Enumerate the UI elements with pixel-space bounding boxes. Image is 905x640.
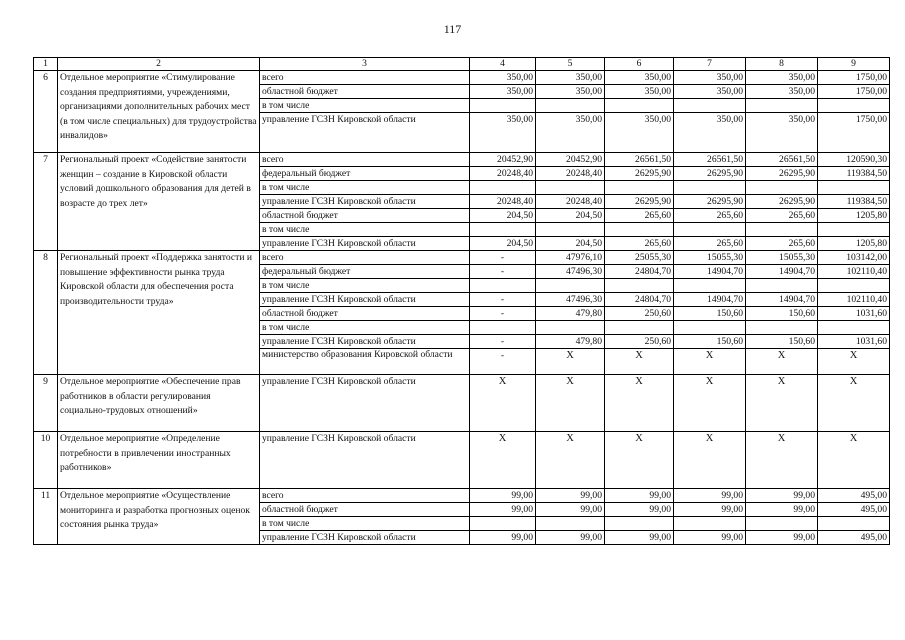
amount-cell: 350,00 [746, 85, 818, 99]
amount-cell [605, 279, 674, 293]
amount-cell [818, 223, 890, 237]
funding-source: управление ГСЗН Кировской области [260, 531, 470, 545]
amount-cell [746, 279, 818, 293]
amount-cell [470, 321, 536, 335]
budget-table [33, 57, 890, 545]
amount-cell: 150,60 [674, 335, 746, 349]
amount-cell: 150,60 [746, 335, 818, 349]
amount-cell: 1205,80 [818, 209, 890, 223]
amount-cell: 350,00 [605, 113, 674, 153]
amount-cell: 99,00 [470, 489, 536, 503]
amount-cell: 204,50 [536, 237, 605, 251]
amount-cell: 99,00 [746, 531, 818, 545]
amount-cell: X [470, 375, 536, 432]
amount-cell: 14904,70 [746, 293, 818, 307]
amount-cell [746, 321, 818, 335]
amount-cell [818, 517, 890, 531]
amount-cell: - [470, 307, 536, 321]
amount-cell: 350,00 [470, 71, 536, 85]
page-number: 117 [443, 22, 462, 36]
amount-cell: 26295,90 [674, 167, 746, 181]
funding-source: всего [260, 71, 470, 85]
column-header: 9 [818, 58, 890, 71]
amount-cell [470, 99, 536, 113]
amount-cell: X [746, 349, 818, 375]
measure-name: Отдельное мероприятие «Стимулирование создания предприятиями, учреждениями, организациями дополнительных рабочих мест (в том числе специальных) для трудоустройства инвалидов» [58, 71, 260, 153]
amount-cell [674, 279, 746, 293]
funding-source: в том числе [260, 181, 470, 195]
amount-cell: 14904,70 [674, 265, 746, 279]
amount-cell: - [470, 251, 536, 265]
amount-cell [674, 99, 746, 113]
funding-source: министерство образования Кировской области [260, 349, 470, 375]
measure-name: Отдельное мероприятие «Определение потребности в привлечении иностранных работников» [58, 432, 260, 489]
amount-cell: 119384,50 [818, 195, 890, 209]
row-number: 7 [34, 153, 58, 251]
amount-cell: 99,00 [674, 503, 746, 517]
table-row [34, 489, 890, 503]
amount-cell [605, 223, 674, 237]
funding-source: управление ГСЗН Кировской области [260, 293, 470, 307]
funding-source: всего [260, 251, 470, 265]
amount-cell [470, 223, 536, 237]
amount-cell [536, 181, 605, 195]
amount-cell [674, 223, 746, 237]
funding-source: областной бюджет [260, 503, 470, 517]
amount-cell: X [536, 432, 605, 489]
amount-cell: 99,00 [605, 531, 674, 545]
amount-cell: 1750,00 [818, 113, 890, 153]
funding-source: федеральный бюджет [260, 265, 470, 279]
amount-cell: 20248,40 [536, 195, 605, 209]
funding-source: областной бюджет [260, 209, 470, 223]
amount-cell: 20248,40 [470, 195, 536, 209]
amount-cell [536, 99, 605, 113]
amount-cell: 99,00 [674, 531, 746, 545]
amount-cell: X [674, 432, 746, 489]
amount-cell: 265,60 [674, 209, 746, 223]
amount-cell: 204,50 [470, 237, 536, 251]
column-header: 4 [470, 58, 536, 71]
amount-cell: 1750,00 [818, 85, 890, 99]
amount-cell [470, 181, 536, 195]
funding-source: в том числе [260, 279, 470, 293]
amount-cell: 103142,00 [818, 251, 890, 265]
amount-cell: 250,60 [605, 335, 674, 349]
amount-cell [746, 181, 818, 195]
amount-cell: 350,00 [536, 113, 605, 153]
funding-source: управление ГСЗН Кировской области [260, 237, 470, 251]
amount-cell: 99,00 [470, 503, 536, 517]
amount-cell: X [674, 375, 746, 432]
amount-cell [536, 279, 605, 293]
amount-cell: 47976,10 [536, 251, 605, 265]
amount-cell: 26561,50 [605, 153, 674, 167]
amount-cell [818, 99, 890, 113]
amount-cell: 350,00 [674, 85, 746, 99]
funding-source: федеральный бюджет [260, 167, 470, 181]
column-header: 8 [746, 58, 818, 71]
amount-cell [470, 517, 536, 531]
table-header-row [34, 58, 890, 71]
funding-source: управление ГСЗН Кировской области [260, 335, 470, 349]
row-number: 10 [34, 432, 58, 489]
funding-source: всего [260, 153, 470, 167]
amount-cell [818, 279, 890, 293]
amount-cell: 265,60 [605, 237, 674, 251]
column-header: 5 [536, 58, 605, 71]
measure-name: Региональный проект «Содействие занятости женщин – создание в Кировской области условий дошкольного образования для детей в возрасте до трех лет» [58, 153, 260, 251]
amount-cell: 350,00 [674, 113, 746, 153]
amount-cell [536, 517, 605, 531]
amount-cell: X [674, 349, 746, 375]
funding-source: управление ГСЗН Кировской области [260, 375, 470, 432]
amount-cell: 99,00 [746, 489, 818, 503]
amount-cell [674, 321, 746, 335]
amount-cell: - [470, 349, 536, 375]
amount-cell [746, 517, 818, 531]
amount-cell: 265,60 [674, 237, 746, 251]
amount-cell: 495,00 [818, 489, 890, 503]
funding-source: управление ГСЗН Кировской области [260, 195, 470, 209]
amount-cell: 20452,90 [470, 153, 536, 167]
amount-cell: - [470, 265, 536, 279]
amount-cell: 350,00 [746, 71, 818, 85]
amount-cell: 20248,40 [536, 167, 605, 181]
funding-source: управление ГСЗН Кировской области [260, 113, 470, 153]
measure-name: Региональный проект «Поддержка занятости и повышение эффективности рынка труда Кировской области для обеспечения роста производительности труда» [58, 251, 260, 375]
row-number: 6 [34, 71, 58, 153]
amount-cell: 14904,70 [674, 293, 746, 307]
amount-cell: 99,00 [605, 503, 674, 517]
amount-cell: 120590,30 [818, 153, 890, 167]
amount-cell: 1205,80 [818, 237, 890, 251]
amount-cell: 25055,30 [605, 251, 674, 265]
amount-cell: 495,00 [818, 503, 890, 517]
amount-cell: 265,60 [746, 209, 818, 223]
amount-cell [470, 279, 536, 293]
funding-source: областной бюджет [260, 85, 470, 99]
amount-cell [605, 321, 674, 335]
funding-source: управление ГСЗН Кировской области [260, 432, 470, 489]
amount-cell: 350,00 [470, 85, 536, 99]
amount-cell: X [470, 432, 536, 489]
row-number: 8 [34, 251, 58, 375]
amount-cell: 350,00 [470, 113, 536, 153]
amount-cell: 102110,40 [818, 265, 890, 279]
amount-cell: 150,60 [746, 307, 818, 321]
amount-cell: 47496,30 [536, 265, 605, 279]
amount-cell: X [818, 375, 890, 432]
amount-cell: 150,60 [674, 307, 746, 321]
amount-cell: 26295,90 [674, 195, 746, 209]
amount-cell: 14904,70 [746, 265, 818, 279]
amount-cell: 26295,90 [746, 195, 818, 209]
amount-cell: 350,00 [536, 85, 605, 99]
amount-cell: 26295,90 [605, 167, 674, 181]
amount-cell: 99,00 [536, 503, 605, 517]
amount-cell: 495,00 [818, 531, 890, 545]
amount-cell: 15055,30 [674, 251, 746, 265]
amount-cell: X [536, 375, 605, 432]
amount-cell: 250,60 [605, 307, 674, 321]
funding-source: всего [260, 489, 470, 503]
table-row [34, 153, 890, 167]
table-row [34, 71, 890, 85]
amount-cell: 26295,90 [746, 167, 818, 181]
amount-cell [605, 181, 674, 195]
measure-name: Отдельное мероприятие «Осуществление мониторинга и разработка прогнозных оценок состояния рынка труда» [58, 489, 260, 545]
funding-source: в том числе [260, 321, 470, 335]
amount-cell: 20452,90 [536, 153, 605, 167]
amount-cell: - [470, 293, 536, 307]
measure-name: Отдельное мероприятие «Обеспечение прав работников в области регулирования социально-трудовых отношений» [58, 375, 260, 432]
amount-cell [605, 517, 674, 531]
column-header: 1 [34, 58, 58, 71]
funding-source: в том числе [260, 517, 470, 531]
amount-cell: 102110,40 [818, 293, 890, 307]
amount-cell: 24804,70 [605, 265, 674, 279]
amount-cell: X [818, 349, 890, 375]
amount-cell: X [746, 432, 818, 489]
column-header: 6 [605, 58, 674, 71]
amount-cell: 26561,50 [674, 153, 746, 167]
amount-cell: 204,50 [536, 209, 605, 223]
amount-cell: 99,00 [605, 489, 674, 503]
amount-cell [746, 223, 818, 237]
amount-cell: 99,00 [470, 531, 536, 545]
amount-cell [818, 181, 890, 195]
amount-cell: 99,00 [536, 489, 605, 503]
amount-cell: 350,00 [605, 85, 674, 99]
amount-cell: 119384,50 [818, 167, 890, 181]
amount-cell: - [470, 335, 536, 349]
amount-cell: 479,80 [536, 307, 605, 321]
amount-cell: 350,00 [746, 113, 818, 153]
amount-cell: 15055,30 [746, 251, 818, 265]
amount-cell: 20248,40 [470, 167, 536, 181]
amount-cell: X [605, 375, 674, 432]
funding-source: в том числе [260, 223, 470, 237]
amount-cell: X [536, 349, 605, 375]
funding-source: областной бюджет [260, 307, 470, 321]
amount-cell: 99,00 [674, 489, 746, 503]
table-body [34, 58, 890, 545]
amount-cell: 479,80 [536, 335, 605, 349]
amount-cell: X [818, 432, 890, 489]
amount-cell [605, 99, 674, 113]
amount-cell: 350,00 [536, 71, 605, 85]
amount-cell: 265,60 [746, 237, 818, 251]
amount-cell: 26295,90 [605, 195, 674, 209]
amount-cell: X [746, 375, 818, 432]
amount-cell: 204,50 [470, 209, 536, 223]
amount-cell: 1750,00 [818, 71, 890, 85]
amount-cell [536, 223, 605, 237]
amount-cell: 99,00 [746, 503, 818, 517]
funding-source: в том числе [260, 99, 470, 113]
amount-cell [674, 517, 746, 531]
amount-cell: 99,00 [536, 531, 605, 545]
amount-cell: 265,60 [605, 209, 674, 223]
table-row [34, 375, 890, 432]
table-row [34, 432, 890, 489]
amount-cell [746, 99, 818, 113]
column-header: 3 [260, 58, 470, 71]
amount-cell: 1031,60 [818, 307, 890, 321]
amount-cell [536, 321, 605, 335]
table-row [34, 251, 890, 265]
amount-cell: X [605, 432, 674, 489]
row-number: 9 [34, 375, 58, 432]
amount-cell: 350,00 [674, 71, 746, 85]
column-header: 2 [58, 58, 260, 71]
column-header: 7 [674, 58, 746, 71]
row-number: 11 [34, 489, 58, 545]
amount-cell: 24804,70 [605, 293, 674, 307]
amount-cell: 26561,50 [746, 153, 818, 167]
amount-cell [674, 181, 746, 195]
amount-cell: 47496,30 [536, 293, 605, 307]
amount-cell: 1031,60 [818, 335, 890, 349]
amount-cell: X [605, 349, 674, 375]
amount-cell: 350,00 [605, 71, 674, 85]
amount-cell [818, 321, 890, 335]
